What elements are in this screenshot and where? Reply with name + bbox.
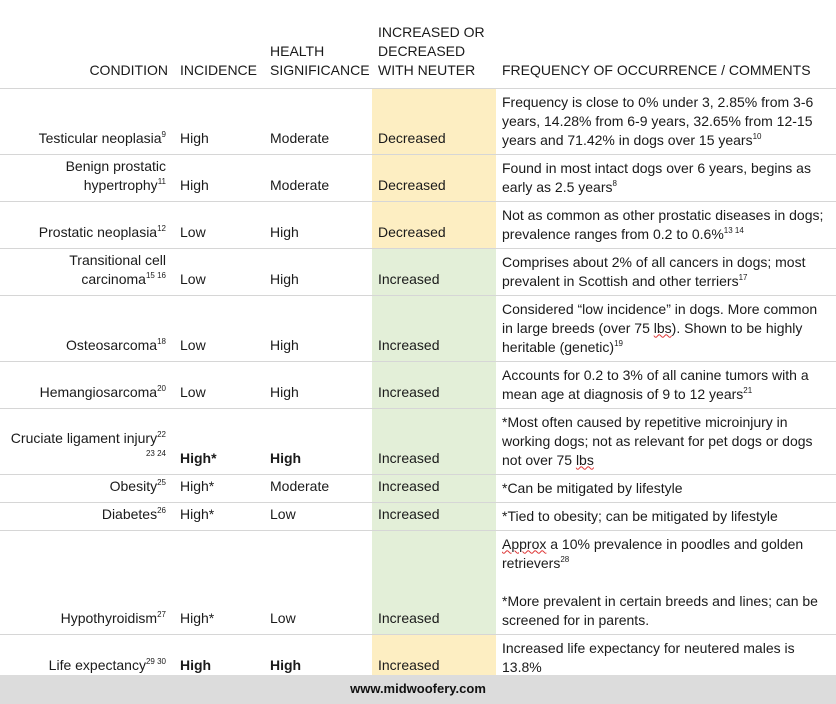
significance-cell: Moderate — [264, 88, 372, 154]
table-row — [0, 474, 836, 502]
incidence-cell: High* — [174, 502, 264, 530]
footer-url: www.midwoofery.com — [0, 675, 836, 704]
condition-cell — [0, 248, 174, 295]
footnote-ref: 15 16 — [145, 270, 166, 280]
comment-text: Found in most intact dogs over 6 years, begins as early as 2.5 years — [502, 159, 811, 195]
table-row — [0, 634, 836, 681]
footnote-ref: 29 30 — [145, 656, 166, 666]
significance-cell: High — [264, 634, 372, 681]
neuter-effect-cell: Increased — [372, 408, 496, 474]
header-neuter-line3: WITH NEUTER — [378, 61, 476, 78]
incidence-cell: High — [174, 634, 264, 681]
header-neuter-effect — [372, 0, 496, 88]
footnote-ref: 10 — [752, 131, 762, 141]
footnote-ref: 23 24 — [145, 448, 166, 458]
header-health-line2: SIGNIFICANCE — [270, 61, 370, 78]
condition-cell — [0, 154, 174, 201]
incidence-cell: High — [174, 154, 264, 201]
table-row — [0, 530, 836, 634]
neuter-effect-cell: Decreased — [372, 88, 496, 154]
incidence-cell: Low — [174, 248, 264, 295]
comment-text: a 10% prevalence in poodles and golden retrievers — [502, 535, 804, 571]
footnote-ref: 13 14 — [723, 225, 744, 235]
condition-cell — [0, 88, 174, 154]
header-neuter-line1: INCREASED OR — [378, 23, 485, 40]
significance-cell: Moderate — [264, 154, 372, 201]
comment-cell: *Can be mitigated by lifestyle — [496, 474, 836, 502]
header-condition: CONDITION — [89, 61, 168, 78]
condition-name-line1: Benign prostatic — [65, 157, 166, 174]
incidence-cell: High — [174, 88, 264, 154]
footnote-ref: 22 — [157, 429, 166, 439]
footnote-ref: 19 — [614, 338, 623, 348]
condition-cell — [0, 530, 174, 634]
condition-name: Diabetes — [101, 505, 158, 522]
table-row — [0, 88, 836, 154]
comment-text: ). Shown to be highly heritable (genetic) — [502, 319, 803, 355]
incidence-cell: Low — [174, 295, 264, 361]
condition-name-line1: Transitional cell — [69, 251, 166, 268]
comment-text: Comprises about 2% of all cancers in dogs; most prevalent in Scottish and other terriers — [502, 253, 806, 289]
condition-name: Testicular neoplasia — [38, 129, 162, 146]
spellcheck-word: lbs — [575, 451, 594, 468]
condition-name-line2: hypertrophy — [83, 176, 158, 193]
footnote-ref: 25 — [157, 477, 166, 487]
comment-text: *More prevalent in certain breeds and lines; can be screened for in parents. — [502, 592, 818, 628]
header-incidence: INCIDENCE — [180, 61, 258, 78]
incidence-cell: High* — [174, 530, 264, 634]
incidence-cell: Low — [174, 361, 264, 408]
footnote-ref: 26 — [157, 505, 166, 515]
condition-cell — [0, 361, 174, 408]
condition-name: Prostatic neoplasia — [38, 223, 158, 240]
significance-cell: Low — [264, 502, 372, 530]
comment-cell — [496, 248, 836, 295]
header-health-significance — [264, 0, 372, 88]
footnote-ref: 27 — [157, 609, 166, 619]
condition-name: Life expectancy — [48, 656, 146, 673]
significance-cell: Low — [264, 530, 372, 634]
comment-text: Frequency is close to 0% under 3, 2.85% from 3-6 years, 14.28% from 6-9 years, 32.65% from 12-15 years and 71.42% in dogs over 15 years — [502, 93, 814, 148]
comment-cell: *Tied to obesity; can be mitigated by lifestyle — [496, 502, 836, 530]
table-row — [0, 502, 836, 530]
condition-name: Cruciate ligament injury — [10, 429, 158, 446]
spellcheck-word: Approx — [502, 535, 547, 552]
significance-cell: High — [264, 408, 372, 474]
condition-cell — [0, 295, 174, 361]
neuter-effect-cell: Increased — [372, 295, 496, 361]
comment-cell — [496, 361, 836, 408]
table-row — [0, 295, 836, 361]
table-row — [0, 248, 836, 295]
condition-name: Osteosarcoma — [66, 336, 158, 353]
footnote-ref: 18 — [157, 336, 166, 346]
footnote-ref: 21 — [743, 385, 753, 395]
condition-name: Obesity — [109, 477, 158, 494]
condition-name-line2: carcinoma — [81, 270, 146, 287]
comment-text: Accounts for 0.2 to 3% of all canine tumors with a mean age at diagnosis of 9 to 12 years — [502, 366, 809, 402]
incidence-cell: High* — [174, 474, 264, 502]
condition-cell — [0, 502, 174, 530]
condition-cell — [0, 634, 174, 681]
table-row — [0, 154, 836, 201]
neuter-effect-cell: Increased — [372, 634, 496, 681]
comment-cell — [496, 154, 836, 201]
neuter-effect-cell: Decreased — [372, 154, 496, 201]
header-neuter-line2: DECREASED — [378, 42, 466, 59]
condition-name: Hypothyroidism — [60, 609, 158, 626]
comment-cell — [496, 295, 836, 361]
footnote-ref: 11 — [157, 176, 166, 186]
table-row — [0, 408, 836, 474]
table-row — [0, 201, 836, 248]
comment-cell — [496, 408, 836, 474]
comment-text: Considered “low incidence” in dogs. More common in large breeds (over 75 — [502, 300, 818, 336]
comment-text: *Most often caused by repetitive microinjury in working dogs; not as relevant for pet dogs or dogs not over 75 — [502, 413, 813, 468]
significance-cell: High — [264, 201, 372, 248]
comment-cell — [496, 530, 836, 634]
comment-cell: Increased life expectancy for neutered males is 13.8% — [496, 634, 836, 681]
significance-cell: High — [264, 295, 372, 361]
table-row — [0, 361, 836, 408]
condition-cell — [0, 408, 174, 474]
footnote-ref: 28 — [560, 554, 570, 564]
neuter-effect-cell: Increased — [372, 474, 496, 502]
neuter-effect-cell: Increased — [372, 530, 496, 634]
footnote-ref: 8 — [612, 178, 617, 188]
footnote-ref: 9 — [161, 129, 166, 139]
neuter-effect-cell: Increased — [372, 502, 496, 530]
footnote-ref: 17 — [738, 272, 748, 282]
comment-text: Not as common as other prostatic diseases in dogs; prevalence ranges from 0.2 to 0.6% — [502, 206, 824, 242]
neuter-effect-cell: Decreased — [372, 201, 496, 248]
header-comments: FREQUENCY OF OCCURRENCE / COMMENTS — [502, 61, 811, 78]
incidence-cell: High* — [174, 408, 264, 474]
condition-cell — [0, 474, 174, 502]
spellcheck-word: lbs — [653, 319, 672, 336]
significance-cell: High — [264, 361, 372, 408]
header-health-line1: HEALTH — [270, 42, 325, 59]
footnote-ref: 20 — [157, 383, 166, 393]
condition-name: Hemangiosarcoma — [39, 383, 158, 400]
comment-cell — [496, 201, 836, 248]
neuter-effect-cell: Increased — [372, 361, 496, 408]
condition-cell — [0, 201, 174, 248]
significance-cell: High — [264, 248, 372, 295]
significance-cell: Moderate — [264, 474, 372, 502]
incidence-cell: Low — [174, 201, 264, 248]
header-row — [0, 0, 836, 88]
neuter-effect-cell: Increased — [372, 248, 496, 295]
footnote-ref: 12 — [157, 223, 166, 233]
comment-cell — [496, 88, 836, 154]
